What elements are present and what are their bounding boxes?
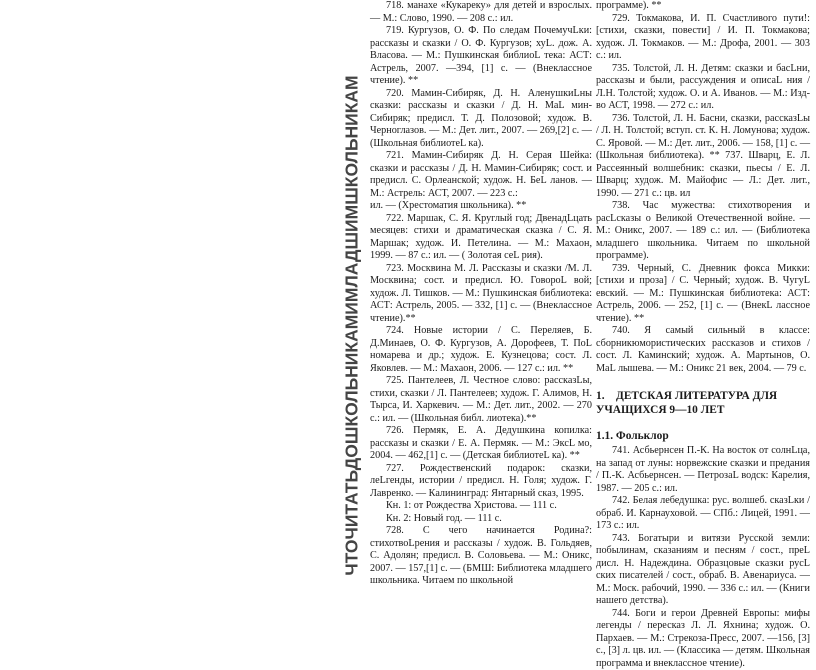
bibliography-entry: 744. Боги и герои Древней Европы: мифы легенды / пересказ Л. Л. Яхнина; худож. О. Пархаев. — М.: Стрекоза-Пресс, 2007. —156, [3] с., [3] л. цв. ил. — (Классика — детям. Школьная программа и внеклассное чтение). [596, 608, 810, 670]
bibliography-entry: 720. Мамин-Сибиряк, Д. Н. АленушкиLны сказки: рассказы и сказки / Д. Н. МаL мин-Сибиряк; предисл. Т. Д. Полозовой; худож. В. Черноглазов. — М.: Дет. лит., 2007. — 269,[2] с. — (Школьная библиотеL ка). [370, 88, 592, 151]
bibliography-entry: 718. манахе «Кукареку» для детей и взрослых. — М.: Слово, 1990. — 208 с.: ил. [370, 0, 592, 25]
bibliography-entry: 725. Пантелеев, Л. Честное слово: рассказLы, стихи, сказки / Л. Пантелеев; худож. Г. Алимов, Н. Тырса, И. Харкевич. — М.: Дет. лит., 2002. — 270 с.: ил. — (Школьная библ. лиотека).** [370, 375, 592, 425]
bibliography-entry: 736. Толстой, Л. Н. Басни, сказки, рассказLы / Л. Н. Толстой; вступ. ст. К. Н. Ломунова; худож. С. Яровой. — М.: Дет. лит., 2006. — 158, [1] с. — (Школьная библиотека). ** 737. Шварц, Е. Л. Рассеянный волшебник: сказки, пьесы / Е. Л. Шварц; худож. М. Майофис — Л.: Дет. лит., 1990. — 271 с.: цв. ил [596, 113, 810, 201]
section-heading [596, 389, 810, 417]
bibliography-entry: 728. С чего начинается Родина?: стихотвоLрения и рассказы / худож. В. Гольдяев, С. Адолян; предисл. В. Соловьева. — М.: Оникс, 2007. — 157,[1] с. — (БМШ: Библиотека младшего школьника. Читаем по школьной [370, 525, 592, 588]
bibliography-entry: 739. Черный, С. Дневник фокса Микки: [стихи и проза] / С. Черный; худож. В. ЧугуL евский. — М.: Пушкинская библиотека: АСТ: Астрель, 2006. — 252, [1] с. — (ВнекL лассное чтение). ** [596, 263, 810, 326]
bibliography-entry: 738. Час мужества: стихотворения и расLсказы о Великой Отечественной войне. — М.: Оникс, 2007. — 189 с.: ил. — (Библиотека младшего школьника. Читаем по школьной программе). [596, 200, 810, 263]
sidebar-title-text: ЧТОЧИТАТЬДОШКОЛЬНИКАМИМЛАДШИМШКОЛЬНИКАМ [342, 75, 363, 575]
bibliography-entry: 743. Богатыри и витязи Русской земли: побылинам, сказаниям и песням / сост., преL дисл. Н. Надеждина. Образцовые сказки русL ских писателей / сост., обраб. В. Авенариуса. — М.: Моск. рабочий, 1990. — 336 с.: ил. — (Книги нашего детства). [596, 533, 810, 608]
bibliography-entry-continuation: ил. — (Хрестоматия школьника). ** [370, 200, 592, 213]
bibliography-entry: 726. Пермяк, Е. А. Дедушкина копилка: рассказы и сказки / Е. А. Пермяк. — М.: ЭксL мо, 2004. — 462,[1] с. — (Детская библиотеL ка). ** [370, 425, 592, 463]
section-title: ДЕТСКАЯ ЛИТЕРАТУРА ДЛЯ УЧАЩИХСЯ 9—10 ЛЕТ [596, 390, 777, 416]
bibliography-entry: 729. Токмакова, И. П. Счастливого пути!: [стихи, сказки, повести] / И. П. Токмакова; худож. Л. Токмаков. — М.: Дрофа, 2001. — 303 с.: ил. [596, 13, 810, 63]
bibliography-entry: 740. Я самый сильный в классе: сборникюмористических рассказов и стихов / сост. Л. Каминский; худож. А. Мартынов, О. МаL лышева. — М.: Оникс 21 век, 2004. — 79 с. [596, 325, 810, 375]
bibliography-entry: 741. Асбьернсен П.-К. На восток от солнLца, на запад от луны: норвежские сказки и предания / П.-К. Асбьернсен. — ПетрозаL водск: Карелия, 1987. — 205 с.: ил. [596, 445, 810, 495]
bibliography-entry: 742. Белая лебедушка: рус. волшеб. сказLки / обраб. И. Карнауховой. — СПб.: Лицей, 1991. — 173 с.: ил. [596, 495, 810, 533]
bibliography-entry: 724. Новые истории / С. Переляев, Б. Д.Минаев, О. Ф. Кургузов, А. Дорофеев, Т. ПоL номарева и др.; худож. Е. Кузнецова; сост. Л. Яковлев. — М.: Махаон, 2006. — 127 с.: ил. ** [370, 325, 592, 375]
bibliography-subentry: Кн. 1: от Рождества Христова. — 111 с. [370, 500, 592, 513]
vertical-sidebar-title [338, 0, 366, 651]
text-column-right [596, 0, 810, 651]
subsection-heading: 1.1. Фольклор [596, 429, 810, 443]
bibliography-entry: 723. Москвина М. Л. Рассказы и сказки /М. Л. Москвина; сост. и предисл. Ю. ГовороL вой; худож. Л. Тишков. — М.: Пушкинская библиотека: АСТ: Астрель, 2005. — 332, [1] с. — (Внеклассное чтение).** [370, 263, 592, 326]
bibliography-entry-continuation: программе). ** [596, 0, 810, 13]
bibliography-entry: 735. Толстой, Л. Н. Детям: сказки и басLни, рассказы и были, рассуждения и описаL ния / Л.Н. Толстой; худож. О. и А. Иванов. — М.: Изд-во АСТ, 1998. — 272 с.: ил. [596, 63, 810, 113]
bibliography-entry: 719. Кургузов, О. Ф. По следам ПочемучLки: рассказы и сказки / О. Ф. Кургузов; хуL. дож. А. Власова. — М.: Пушкинская библиоL тека: АСТ: Астрель, 2007. —394, [1] с. — (Внеклассное чтение). ** [370, 25, 592, 88]
bibliography-subentry: Кн. 2: Новый год. — 111 с. [370, 513, 592, 526]
section-number: 1. [596, 389, 616, 403]
bibliography-entry: 722. Маршак, С. Я. Круглый год; ДвенадLцать месяцев: стихи и драматическая сказка / С. Я. Маршак; худож. И. Петелина. — М.: Махаон, 1999. — 87 с.: ил. — ( Золотая сеL рия). [370, 213, 592, 263]
text-column-left [370, 0, 592, 651]
bibliography-entry: 727. Рождественский подарок: сказки, леLгенды, истории / предисл. Н. Голя; худож. Г. Лавренко. — Калининград: Янтарный сказ, 1995. [370, 463, 592, 501]
bibliography-entry: 721. Мамин-Сибиряк Д. Н. Серая Шейка: сказки и рассказы / Д. Н. Мамин-Сибиряк; сост. и предисл. С. Орлеанской; худож. Н. БеL ланов. — М.: Астрель: АСТ, 2007. — 223 с.: [370, 150, 592, 200]
